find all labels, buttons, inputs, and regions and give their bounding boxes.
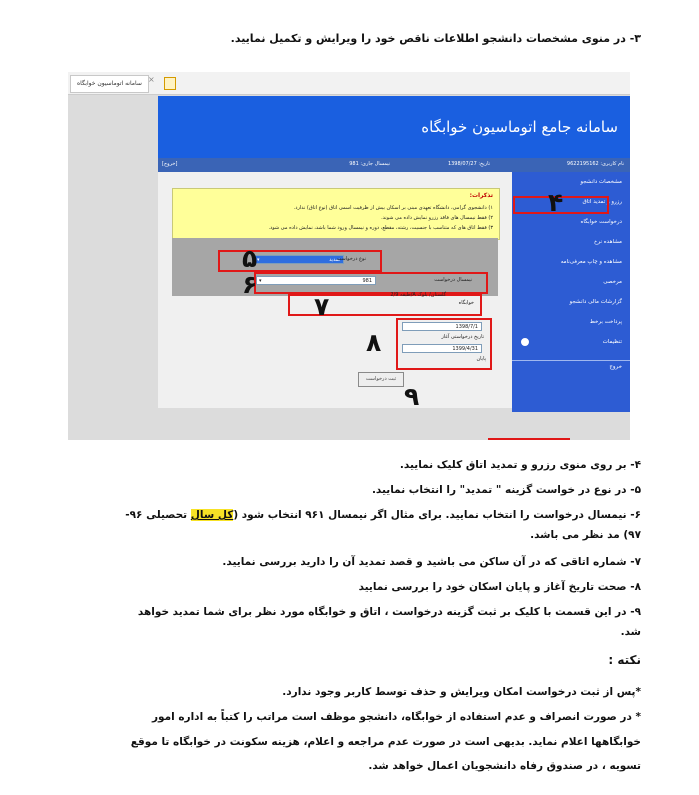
highlight-box-submit (488, 438, 570, 440)
chevron-down-icon: ▾ (259, 278, 262, 284)
sidebar-divider (512, 360, 630, 361)
note-title: نکته : (608, 653, 641, 667)
dorm-value: گلستان/ بلوک A/طبقه 2/9 (390, 292, 446, 298)
notice-line: ۲) فقط نیمسال های فاقد رزرو نمایش داده می شوند. (381, 215, 493, 221)
start-date-field[interactable]: 1398/7/1 (402, 322, 482, 331)
submit-request-button[interactable]: ثبت درخواست (358, 372, 404, 387)
instruction-8: ۸- صحت تاریخ آغاز و پایان اسکان خود را بررسی نمایید (358, 581, 641, 593)
settings-circle-icon (520, 337, 530, 347)
instruction-4: ۴- بر روی منوی رزرو و تمدید اتاق کلیک نمایید. (399, 459, 641, 471)
instruction-6-text: ۶- نیمسال درخواست را انتخاب نمایید. برای مثال اگر نیمسال ۹۶۱ انتخاب شود ( (233, 509, 641, 521)
browser-tab[interactable]: سامانه اتوماسیون خوابگاه (70, 75, 149, 93)
screenshot-figure (68, 72, 630, 440)
sidebar-item-settings[interactable]: تنظیمات (602, 339, 622, 345)
sidebar-item-financial[interactable]: گزارشات مالی دانشجو (569, 299, 622, 305)
user-info: نام کاربری: 9622195162 (566, 161, 624, 167)
notice-line: ۱) دانشجوی گرامی، دانشگاه تعهدی مبنی بر اسکان بیش از ظرفیت اسمی اتاق (نوع اتاق) ندارد. (293, 205, 493, 211)
start-date-label: تاریخ درخواستی آغاز (441, 334, 484, 340)
callout-4: ۴ (548, 188, 564, 217)
sidebar-item-reserve[interactable]: رزرو و تمدید اتاق (582, 199, 622, 205)
note-paragraph: *پس از ثبت درخواست امکان ویرایش و حذف توسط کاربر وجود ندارد. (282, 686, 641, 698)
date-info: تاریخ: 1398/07/27 (447, 161, 490, 167)
exit-link[interactable]: [خروج] (162, 161, 178, 167)
semester-select[interactable] (256, 276, 376, 285)
callout-9: ۹ (404, 382, 420, 411)
sidebar-item-letter[interactable]: مشاهده و چاپ معرفی‌نامه (560, 259, 622, 265)
dorm-label: خوابگاه (458, 300, 474, 306)
highlighted-text: کل سال (190, 509, 234, 521)
instruction-6-cont: ۹۷) مد نظر می باشد. (530, 529, 641, 541)
request-type-value: تمدید (329, 257, 340, 263)
note-paragraph: * در صورت انصراف و عدم استفاده از خوابگاه، دانشجو موظف است مراتب را کتباً به اداره امور (151, 711, 641, 723)
sidebar-item-rates[interactable]: مشاهده نرخ (593, 239, 622, 245)
instruction-9-cont: شد. (620, 626, 641, 638)
app-banner (158, 96, 630, 158)
sidebar-item-request[interactable]: درخواست خوابگاه (580, 219, 622, 225)
tab-close-icon[interactable]: × (148, 75, 155, 84)
request-type-select[interactable] (254, 255, 344, 264)
instruction-9: ۹- در این قسمت با کلیک بر ثبت گزینه درخواست ، اتاق و خوابگاه مورد نظر برای شما تمدید خواهد (137, 606, 641, 618)
end-date-label: پایان (476, 356, 486, 362)
sidebar-item-payment[interactable]: پرداخت برخط (589, 319, 622, 325)
sidebar-item-profile[interactable]: مشخصات دانشجو (580, 179, 622, 185)
instruction-7: ۷- شماره اتاقی که در آن ساکن می باشید و قصد تمدید آن را دارید بررسی نمایید. (222, 556, 641, 568)
chevron-down-icon: ▾ (257, 257, 260, 263)
sidebar-item-leave[interactable]: مرخصی (603, 279, 622, 285)
term-info: نیمسال جاری: 981 (349, 161, 390, 167)
instruction-6 (125, 508, 641, 522)
notice-line: ۳) فقط اتاق های که متناسب با جنسیت، رشته، مقطع، دوره و نیمسال ورود شما باشد، نمایش داده می شود. (268, 225, 493, 231)
notice-box (172, 188, 500, 240)
note-paragraph: خوابگاهها اعلام نماید. بدیهی است در صورت عدم مراجعه و اعلام، هزینه سکونت در خوابگاه تا موقع (130, 736, 641, 748)
instruction-6-tail: تحصیلی ۹۶- (125, 509, 191, 521)
callout-5: ۵ (242, 244, 258, 273)
app-title: سامانه جامع اتوماسیون خوابگاه (421, 118, 618, 136)
browser-tab-bar (68, 72, 630, 95)
callout-7: ۷ (314, 292, 330, 321)
page-heading: ۳- در منوی مشخصات دانشجو اطلاعات ناقص خود را ویرایش و تکمیل نمایید. (230, 32, 641, 45)
reservation-form (158, 172, 512, 411)
new-tab-icon[interactable] (164, 77, 176, 90)
callout-8: ۸ (366, 328, 382, 357)
callout-6: ۶ (242, 270, 258, 299)
info-bar (158, 158, 630, 172)
request-type-label: نوع درخواست (336, 256, 366, 262)
semester-value: 981 (362, 278, 372, 284)
instruction-5: ۵- در نوع در خواست گزینه " تمدید" را انتخاب نمایید. (371, 484, 641, 496)
sidebar-item-exit[interactable]: خروج (609, 364, 622, 370)
end-date-field[interactable]: 1399/4/31 (402, 344, 482, 353)
notice-title: تذکرات: (469, 192, 493, 199)
note-paragraph: تسویه ، در صندوق رفاه دانشجویان اعمال خواهد شد. (368, 760, 641, 772)
semester-label: نیمسال درخواست (434, 277, 472, 283)
